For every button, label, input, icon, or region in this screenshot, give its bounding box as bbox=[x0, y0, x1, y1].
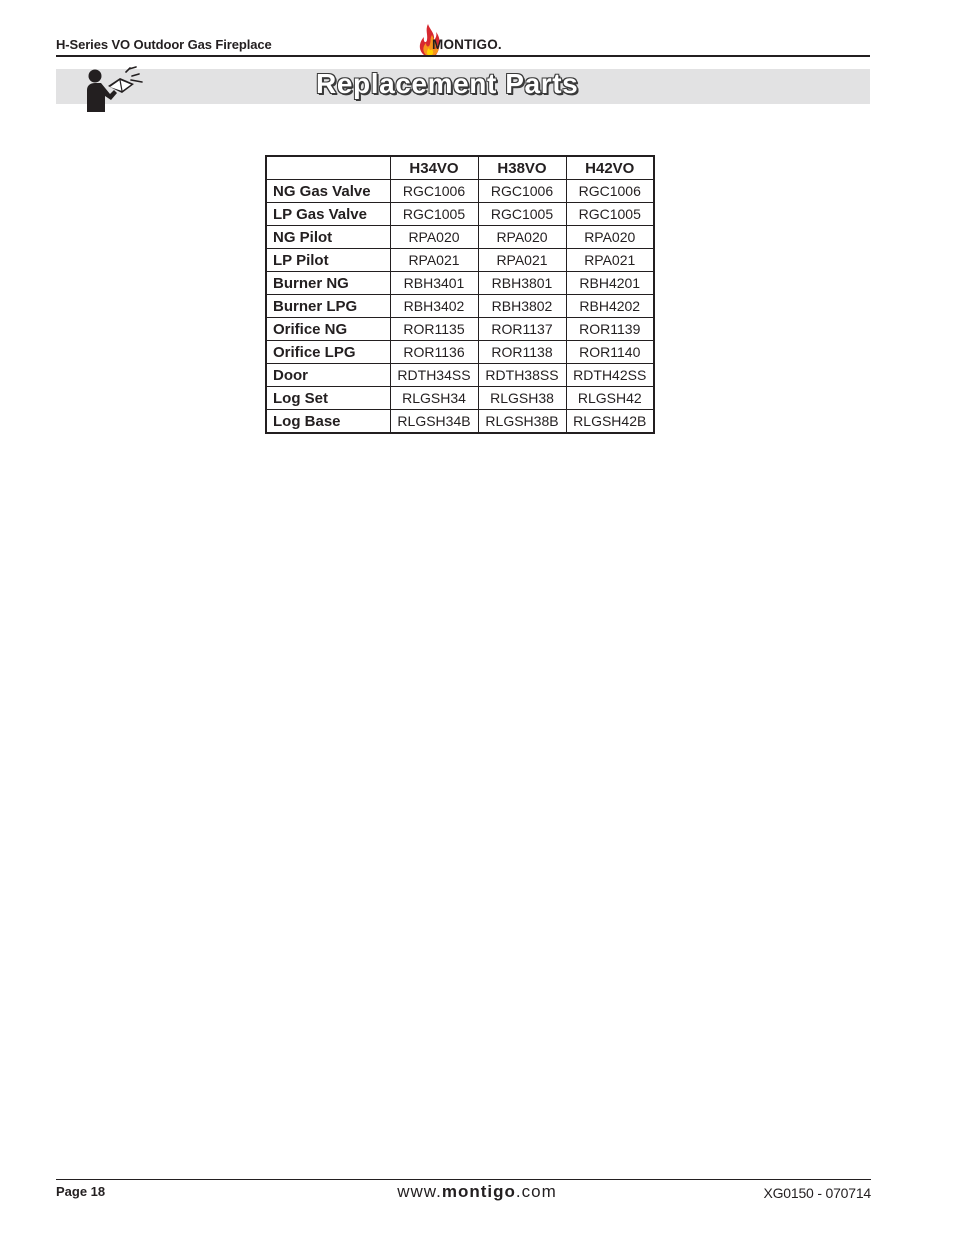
part-name: LP Pilot bbox=[266, 249, 390, 272]
montigo-logo bbox=[416, 22, 516, 56]
part-number: RPA021 bbox=[566, 249, 654, 272]
part-number: RPA021 bbox=[390, 249, 478, 272]
table-row bbox=[266, 364, 654, 387]
table-row bbox=[266, 272, 654, 295]
part-name: NG Pilot bbox=[266, 226, 390, 249]
table-row bbox=[266, 203, 654, 226]
part-number: RGC1005 bbox=[478, 203, 566, 226]
part-number: RLGSH38 bbox=[478, 387, 566, 410]
part-number: RDTH34SS bbox=[390, 364, 478, 387]
page-title: Replacement Parts bbox=[316, 68, 579, 99]
part-name: Log Base bbox=[266, 410, 390, 434]
part-name: NG Gas Valve bbox=[266, 180, 390, 203]
part-number: RLGSH42B bbox=[566, 410, 654, 434]
person-reading-manual-icon bbox=[84, 66, 146, 114]
part-number: RDTH42SS bbox=[566, 364, 654, 387]
part-number: RLGSH42 bbox=[566, 387, 654, 410]
part-number: RPA021 bbox=[478, 249, 566, 272]
part-name: Orifice LPG bbox=[266, 341, 390, 364]
table-row bbox=[266, 387, 654, 410]
table-row bbox=[266, 249, 654, 272]
column-header: H42VO bbox=[566, 156, 654, 180]
table-row bbox=[266, 410, 654, 434]
part-number: RLGSH34B bbox=[390, 410, 478, 434]
replacement-parts-table bbox=[265, 155, 655, 434]
part-number: RGC1005 bbox=[566, 203, 654, 226]
part-number: RBH3401 bbox=[390, 272, 478, 295]
part-number: RGC1005 bbox=[390, 203, 478, 226]
part-number: RPA020 bbox=[478, 226, 566, 249]
table-row bbox=[266, 295, 654, 318]
website-prefix: www. bbox=[397, 1182, 442, 1201]
header-divider bbox=[56, 55, 870, 57]
part-number: ROR1138 bbox=[478, 341, 566, 364]
part-number: RGC1006 bbox=[390, 180, 478, 203]
document-title: H-Series VO Outdoor Gas Fireplace bbox=[56, 37, 272, 52]
footer-divider bbox=[56, 1179, 871, 1180]
logo-text: MONTIGO. bbox=[432, 37, 502, 52]
part-name: Burner NG bbox=[266, 272, 390, 295]
part-number: ROR1136 bbox=[390, 341, 478, 364]
part-number: RBH3801 bbox=[478, 272, 566, 295]
table-row bbox=[266, 180, 654, 203]
part-number: RBH3802 bbox=[478, 295, 566, 318]
column-header bbox=[266, 156, 390, 180]
website-brand: montigo bbox=[441, 1182, 516, 1201]
column-header: H34VO bbox=[390, 156, 478, 180]
table-row bbox=[266, 318, 654, 341]
column-header: H38VO bbox=[478, 156, 566, 180]
table-row bbox=[266, 341, 654, 364]
part-number: RLGSH38B bbox=[478, 410, 566, 434]
document-code: XG0150 - 070714 bbox=[763, 1185, 871, 1201]
part-name: Log Set bbox=[266, 387, 390, 410]
website-suffix: .com bbox=[515, 1182, 557, 1201]
part-name: Burner LPG bbox=[266, 295, 390, 318]
part-name: Door bbox=[266, 364, 390, 387]
part-number: RBH4201 bbox=[566, 272, 654, 295]
part-number: RPA020 bbox=[566, 226, 654, 249]
part-name: LP Gas Valve bbox=[266, 203, 390, 226]
part-name: Orifice NG bbox=[266, 318, 390, 341]
page-number: Page 18 bbox=[56, 1184, 106, 1199]
part-number: RBH4202 bbox=[566, 295, 654, 318]
table-header-row bbox=[266, 156, 654, 180]
part-number: RGC1006 bbox=[566, 180, 654, 203]
part-number: RPA020 bbox=[390, 226, 478, 249]
part-number: ROR1135 bbox=[390, 318, 478, 341]
part-number: ROR1137 bbox=[478, 318, 566, 341]
part-number: ROR1140 bbox=[566, 341, 654, 364]
part-number: ROR1139 bbox=[566, 318, 654, 341]
part-number: RDTH38SS bbox=[478, 364, 566, 387]
table-row bbox=[266, 226, 654, 249]
part-number: RGC1006 bbox=[478, 180, 566, 203]
part-number: RBH3402 bbox=[390, 295, 478, 318]
part-number: RLGSH34 bbox=[390, 387, 478, 410]
